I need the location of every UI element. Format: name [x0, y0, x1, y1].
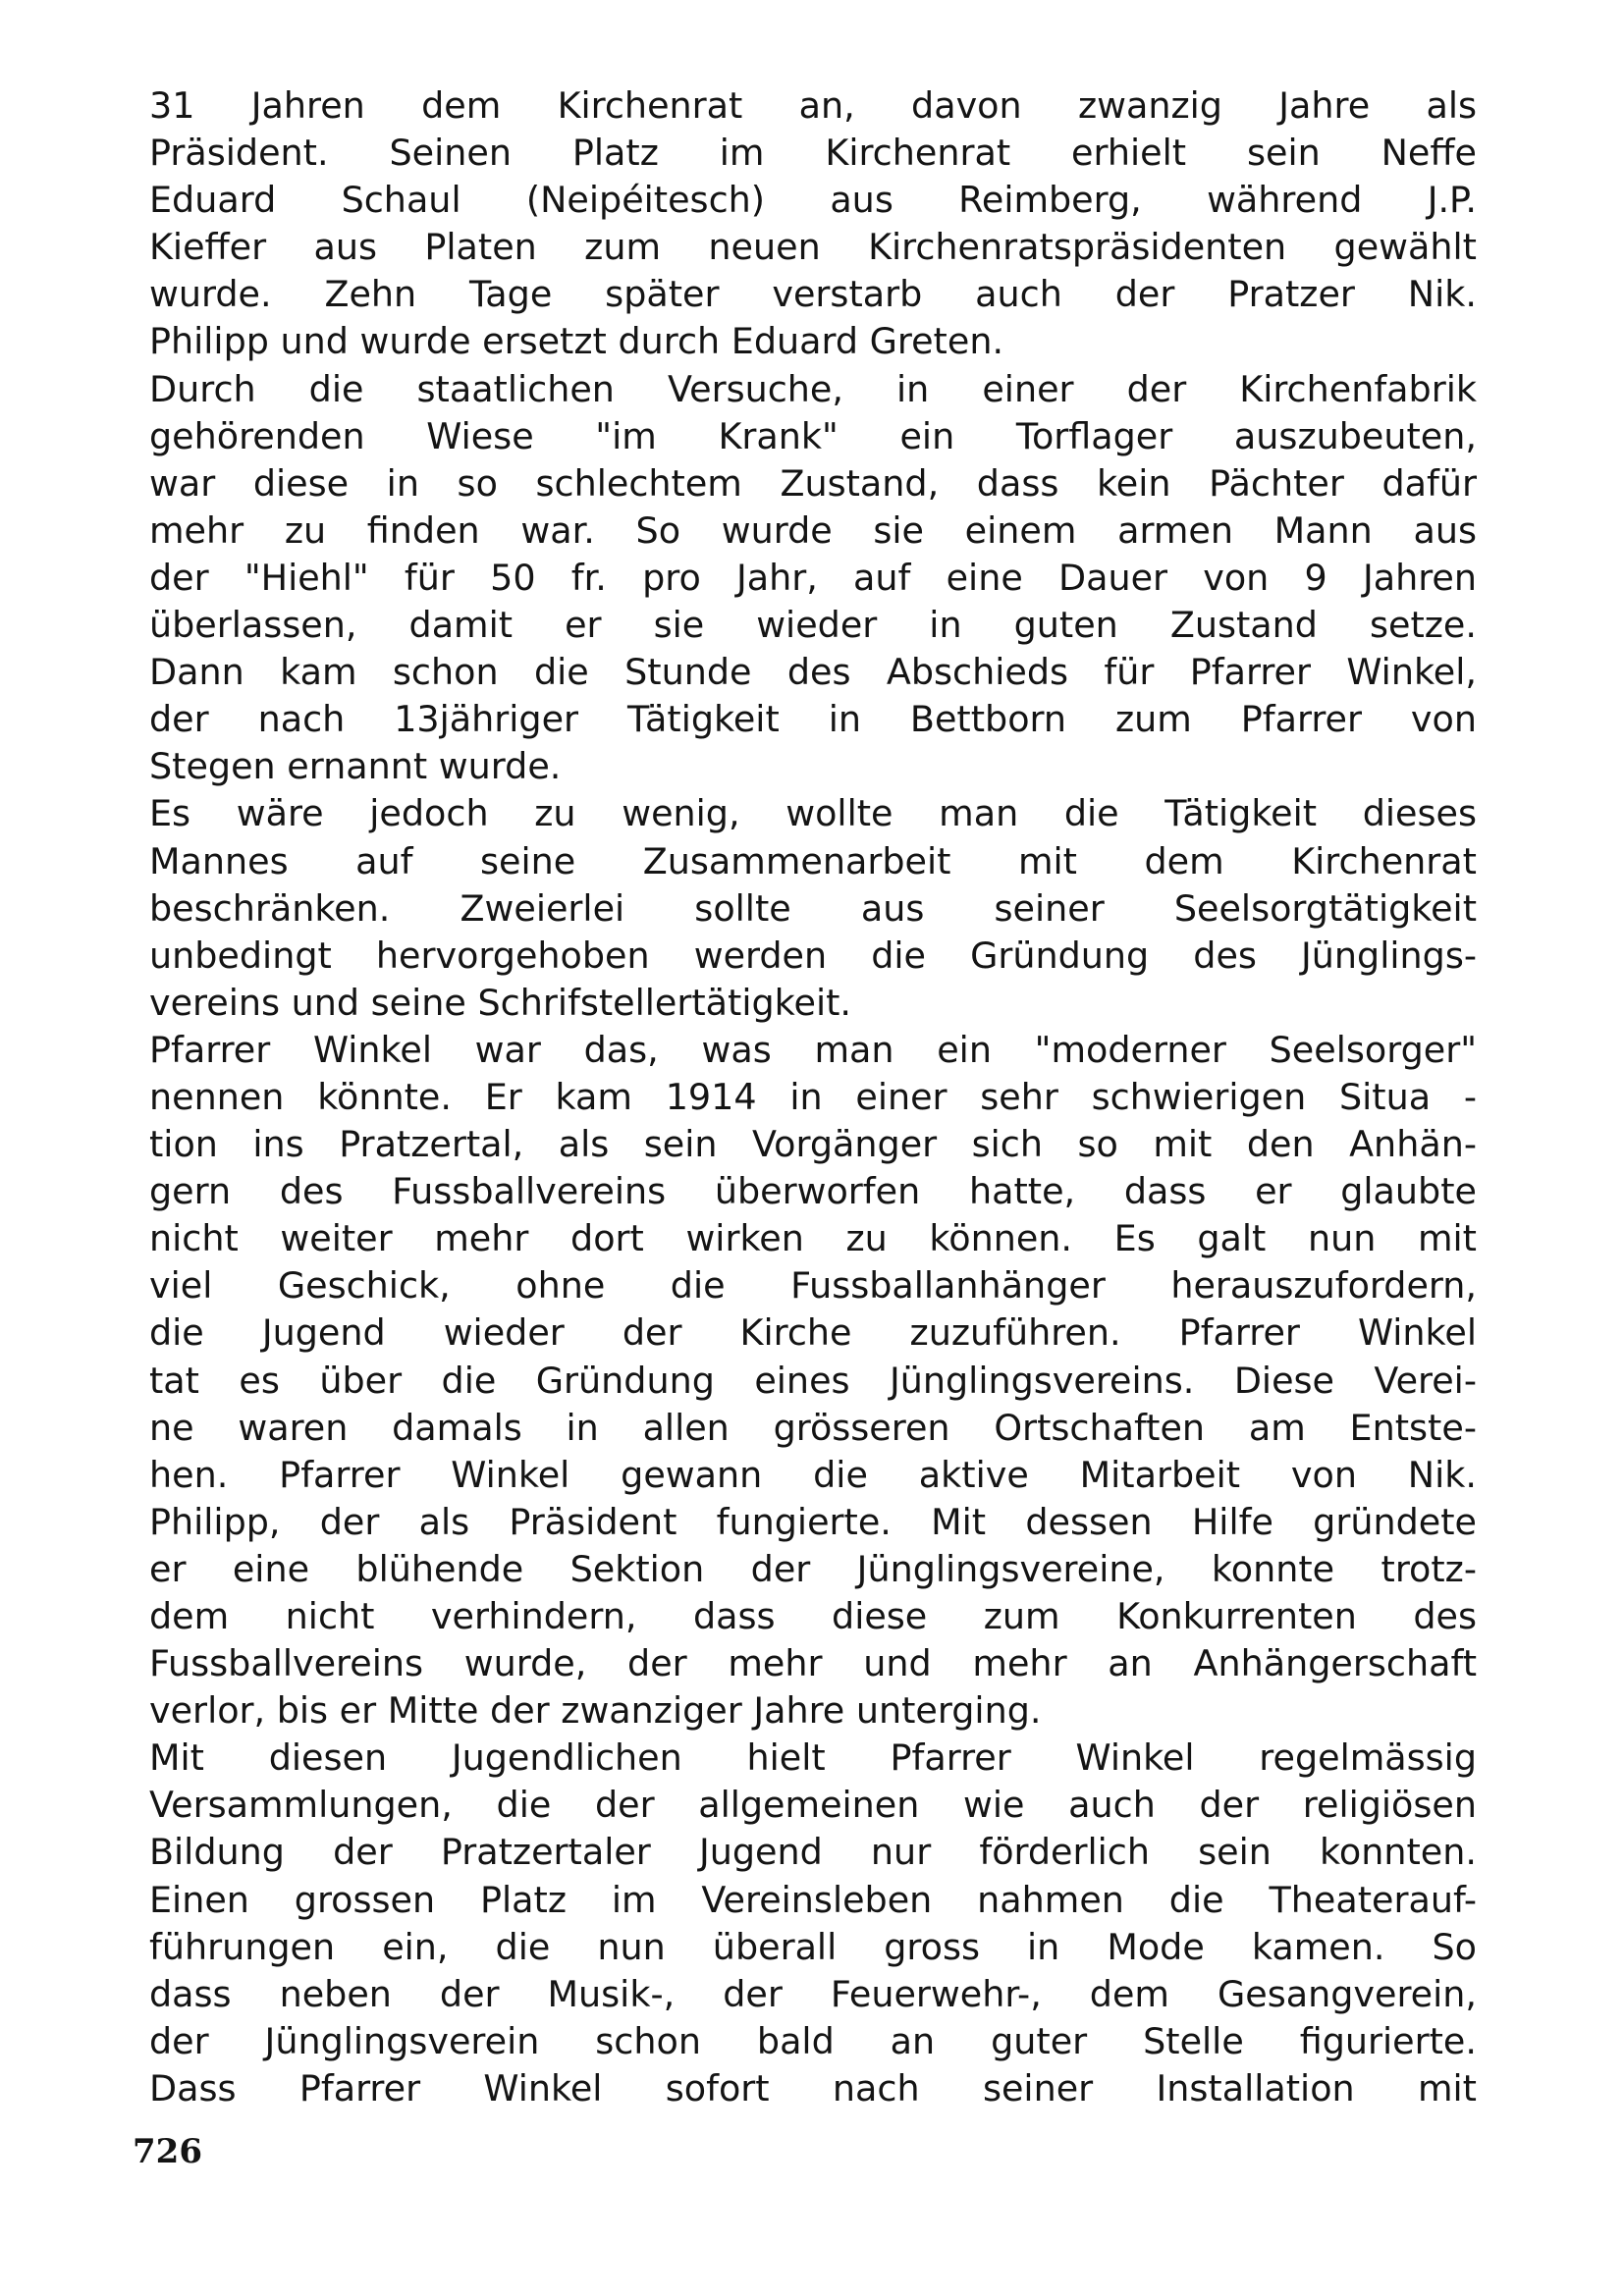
- text-line: Philipp, der als Präsident fungierte. Mit dessen Hilfe gründete: [149, 1500, 1477, 1543]
- text-line: ne waren damals in allen grösseren Ortschaften am Entste-: [149, 1406, 1477, 1449]
- text-line: gehörenden Wiese "im Krank" ein Torflager auszubeuten,: [149, 414, 1477, 457]
- text-line: vereins und seine Schrifstellertätigkeit.: [149, 981, 851, 1024]
- text-line: Mannes auf seine Zusammenarbeit mit dem Kirchenrat: [149, 839, 1477, 882]
- text-line: Fussballvereins wurde, der mehr und mehr an Anhängerschaft: [149, 1642, 1477, 1685]
- text-line: viel Geschick, ohne die Fussballanhänger herauszufordern,: [149, 1264, 1477, 1308]
- text-line: Stegen ernannt wurde.: [149, 745, 562, 788]
- text-line: Versammlungen, die der allgemeinen wie auch der religiösen: [149, 1784, 1477, 1827]
- text-line: Einen grossen Platz im Vereinsleben nahmen die Theaterauf-: [149, 1878, 1477, 1921]
- text-line: Philipp und wurde ersetzt durch Eduard Greten.: [149, 320, 1004, 363]
- text-line: Dann kam schon die Stunde des Abschieds für Pfarrer Winkel,: [149, 651, 1477, 694]
- page-number: 726: [133, 2132, 202, 2171]
- text-line: hen. Pfarrer Winkel gewann die aktive Mitarbeit von Nik.: [149, 1453, 1477, 1496]
- text-line: Es wäre jedoch zu wenig, wollte man die Tätigkeit dieses: [149, 792, 1477, 835]
- text-line: Mit diesen Jugendlichen hielt Pfarrer Winkel regelmässig: [149, 1736, 1477, 1780]
- text-line: unbedingt hervorgehoben werden die Gründung des Jünglings-: [149, 934, 1477, 977]
- text-line: nicht weiter mehr dort wirken zu können. Es galt nun mit: [149, 1217, 1477, 1260]
- text-line: führungen ein, die nun überall gross in Mode kamen. So: [149, 1925, 1477, 1968]
- text-line: Durch die staatlichen Versuche, in einer der Kirchenfabrik: [149, 367, 1477, 410]
- text-line: dem nicht verhindern, dass diese zum Konkurrenten des: [149, 1595, 1477, 1637]
- text-line: war diese in so schlechtem Zustand, dass kein Pächter dafür: [149, 461, 1477, 505]
- text-line: nennen könnte. Er kam 1914 in einer sehr schwierigen Situa -: [149, 1075, 1477, 1118]
- text-line: wurde. Zehn Tage später verstarb auch der Pratzer Nik.: [149, 273, 1477, 316]
- text-line: dass neben der Musik-, der Feuerwehr-, dem Gesangverein,: [149, 1972, 1477, 2015]
- text-line: Präsident. Seinen Platz im Kirchenrat erhielt sein Neffe: [149, 132, 1477, 175]
- text-line: die Jugend wieder der Kirche zuzuführen. Pfarrer Winkel: [149, 1311, 1477, 1355]
- text-line: gern des Fussballvereins überworfen hatte, dass er glaubte: [149, 1170, 1477, 1213]
- body-text: [149, 82, 1477, 2112]
- text-line: Kieffer aus Platen zum neuen Kirchenratspräsidenten gewählt: [149, 226, 1477, 269]
- text-line: verlor, bis er Mitte der zwanziger Jahre unterging.: [149, 1689, 1042, 1733]
- text-line: Bildung der Pratzertaler Jugend nur förderlich sein konnten.: [149, 1831, 1477, 1874]
- text-line: tion ins Pratzertal, als sein Vorgänger sich so mit den Anhän-: [149, 1123, 1477, 1166]
- text-line: 31 Jahren dem Kirchenrat an, davon zwanzig Jahre als: [149, 84, 1477, 127]
- text-line: Eduard Schaul (Neipéitesch) aus Reimberg, während J.P.: [149, 179, 1477, 222]
- text-line: überlassen, damit er sie wieder in guten Zustand setze.: [149, 604, 1477, 647]
- text-line: beschränken. Zweierlei sollte aus seiner Seelsorgtätigkeit: [149, 886, 1477, 930]
- text-line: der "Hiehl" für 50 fr. pro Jahr, auf eine Dauer von 9 Jahren: [149, 556, 1477, 599]
- text-line: der Jünglingsverein schon bald an guter Stelle figurierte.: [149, 2019, 1477, 2062]
- text-line: Dass Pfarrer Winkel sofort nach seiner Installation mit: [149, 2066, 1477, 2109]
- text-line: tat es über die Gründung eines Jünglingsvereins. Diese Verei-: [149, 1359, 1477, 1402]
- text-line: der nach 13jähriger Tätigkeit in Bettborn zum Pfarrer von: [149, 698, 1477, 741]
- text-line: er eine blühende Sektion der Jünglingsvereine, konnte trotz-: [149, 1547, 1477, 1590]
- text-line: Pfarrer Winkel war das, was man ein "moderner Seelsorger": [149, 1028, 1477, 1071]
- text-line: mehr zu finden war. So wurde sie einem armen Mann aus: [149, 508, 1477, 552]
